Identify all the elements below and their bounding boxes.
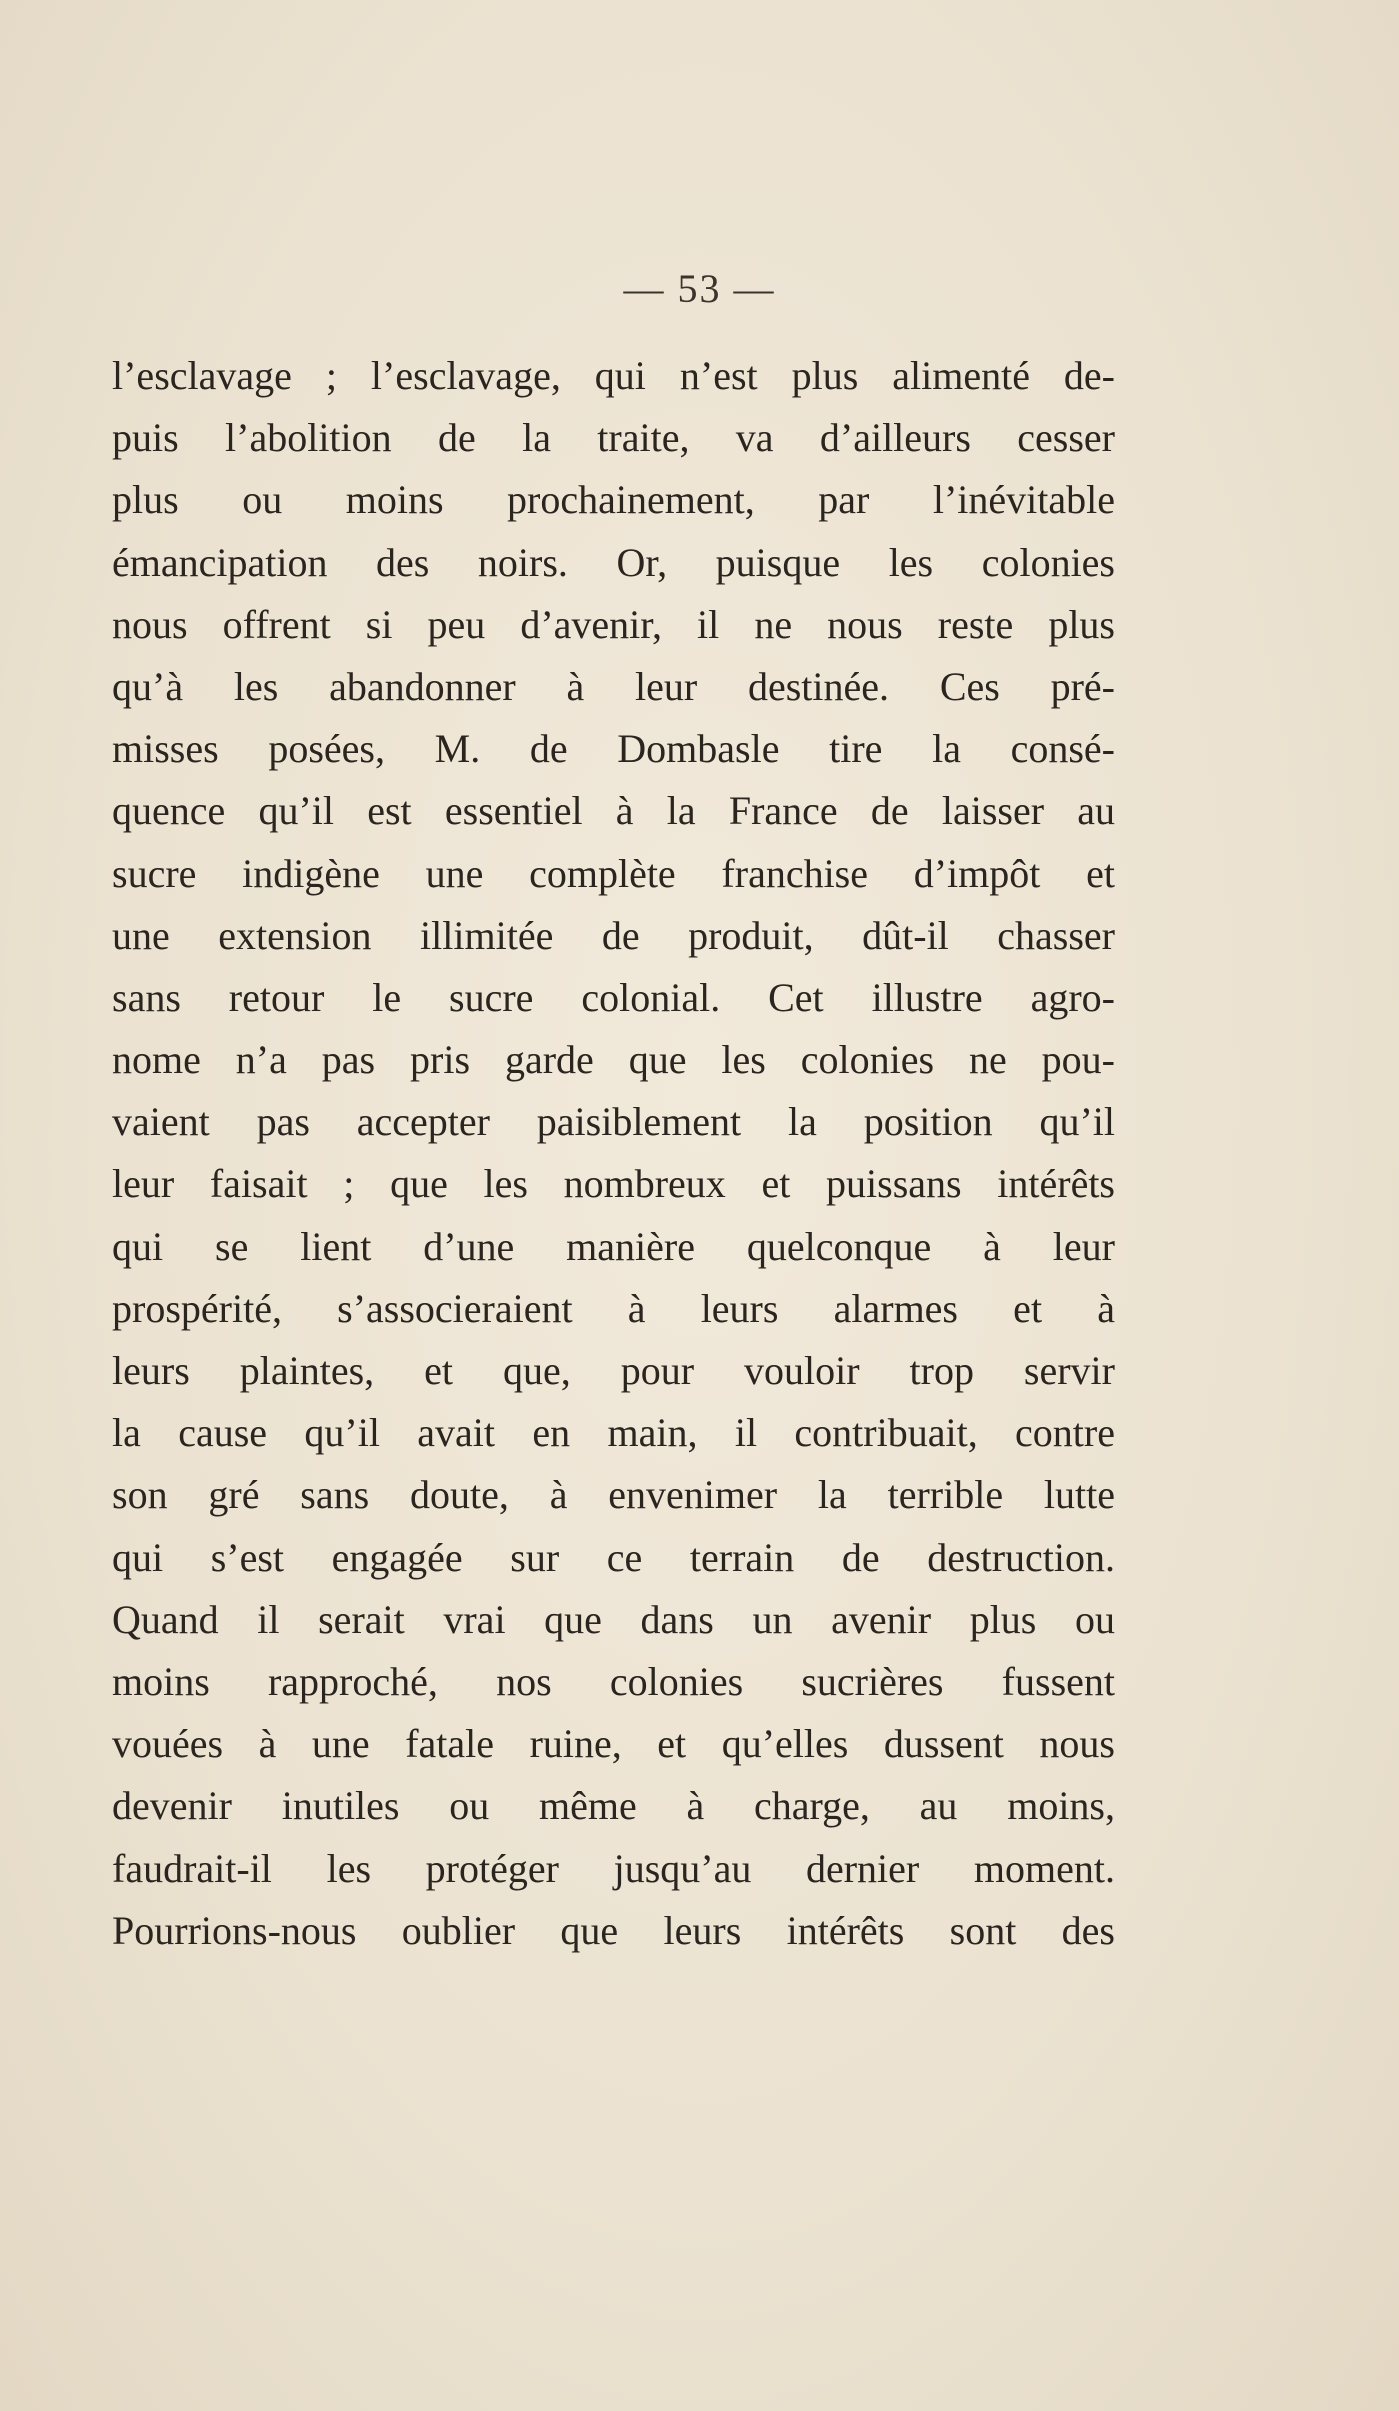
text-line: la cause qu’il avait en main, il contribuait, contre bbox=[112, 1410, 1115, 1456]
text-line: qui s’est engagée sur ce terrain de destruction. bbox=[112, 1534, 1115, 1580]
text-line: leur faisait ; que les nombreux et puissans intérêts bbox=[112, 1161, 1115, 1207]
text-line: faudrait-il les protéger jusqu’au dernier moment. bbox=[112, 1845, 1115, 1891]
text-line: nome n’a pas pris garde que les colonies ne pou- bbox=[112, 1037, 1115, 1083]
text-line: son gré sans doute, à envenimer la terrible lutte bbox=[112, 1472, 1115, 1518]
text-line: qui se lient d’une manière quelconque à leur bbox=[112, 1223, 1115, 1269]
text-line: une extension illimitée de produit, dût-il chasser bbox=[112, 912, 1115, 958]
text-line: sans retour le sucre colonial. Cet illustre agro- bbox=[112, 974, 1115, 1020]
text-line: prospérité, s’associeraient à leurs alarmes et à bbox=[112, 1285, 1115, 1331]
text-line: quence qu’il est essentiel à la France de laisser au bbox=[112, 788, 1115, 834]
text-line: émancipation des noirs. Or, puisque les colonies bbox=[112, 539, 1115, 585]
text-line: Quand il serait vrai que dans un avenir plus ou bbox=[112, 1596, 1115, 1642]
text-line: nous offrent si peu d’avenir, il ne nous reste plus bbox=[112, 601, 1115, 647]
text-line: leurs plaintes, et que, pour vouloir trop servir bbox=[112, 1348, 1115, 1393]
body-text bbox=[112, 345, 1115, 1962]
text-line: misses posées, M. de Dombasle tire la consé- bbox=[112, 726, 1115, 772]
text-line: qu’à les abandonner à leur destinée. Ces pré- bbox=[112, 663, 1115, 709]
text-line: sucre indigène une complète franchise d’impôt et bbox=[112, 850, 1115, 896]
text-line: puis l’abolition de la traite, va d’ailleurs cesser bbox=[112, 415, 1115, 461]
text-line: vouées à une fatale ruine, et qu’elles dussent nous bbox=[112, 1721, 1115, 1767]
page-number: — 53 — bbox=[623, 266, 776, 311]
text-line: vaient pas accepter paisiblement la position qu’il bbox=[112, 1099, 1115, 1145]
text-line: l’esclavage ; l’esclavage, qui n’est plus alimenté de- bbox=[112, 353, 1115, 398]
text-line: moins rapproché, nos colonies sucrières fussent bbox=[112, 1658, 1115, 1704]
text-line: plus ou moins prochainement, par l’inévitable bbox=[112, 477, 1115, 523]
text-line: devenir inutiles ou même à charge, au moins, bbox=[112, 1783, 1115, 1829]
text-line: Pourrions-nous oublier que leurs intérêts sont des bbox=[112, 1907, 1115, 1953]
